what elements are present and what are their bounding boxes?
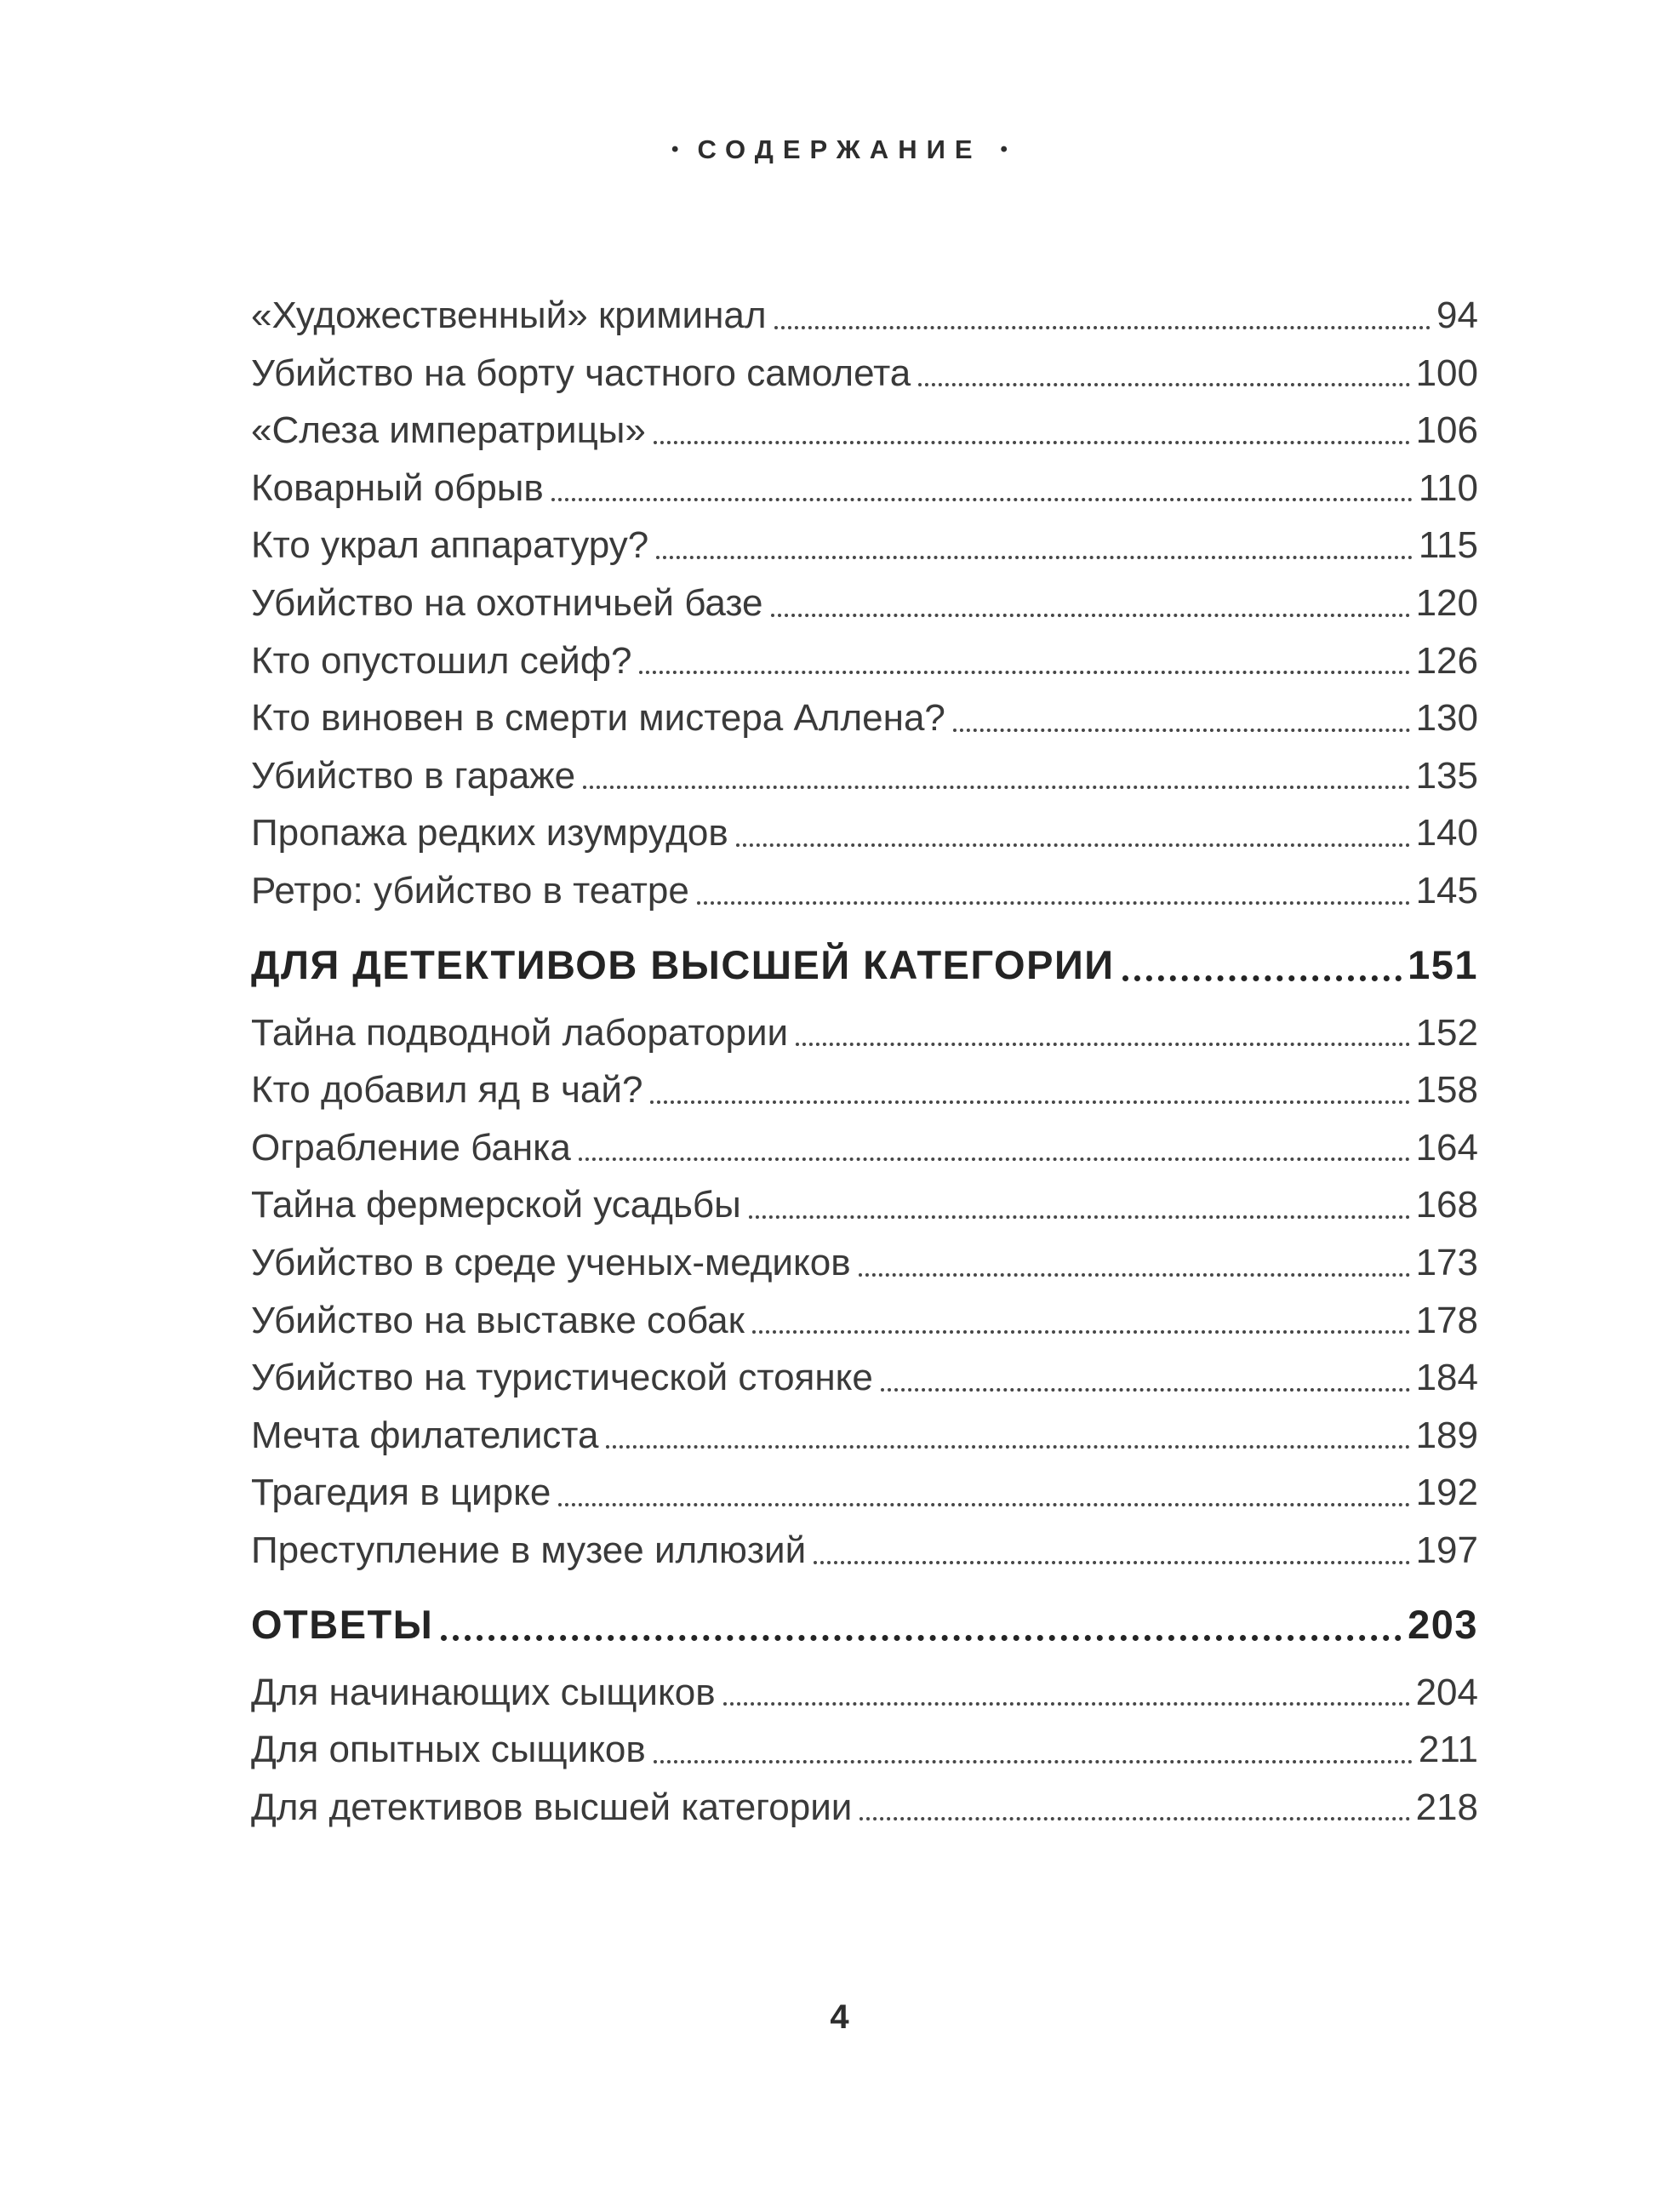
toc-item-title: Убийство на охотничьей базе <box>251 581 763 624</box>
toc-item-title: Ретро: убийство в театре <box>251 869 689 912</box>
toc-item-page: 197 <box>1415 1529 1478 1571</box>
toc-item-page: 203 <box>1408 1601 1478 1647</box>
toc-row <box>251 524 1478 568</box>
toc-row <box>251 1012 1478 1055</box>
toc-row <box>251 812 1478 855</box>
toc-item-title: Тайна фермерской усадьбы <box>251 1184 741 1226</box>
header-left-bullet-icon: • <box>671 138 679 161</box>
toc-row <box>251 697 1478 740</box>
toc-item-page: 184 <box>1415 1357 1478 1399</box>
toc-row <box>251 1602 1478 1648</box>
toc-row <box>251 870 1478 913</box>
dot-leader <box>953 729 1410 732</box>
dot-leader <box>771 614 1410 617</box>
toc-item-page: 126 <box>1415 639 1478 682</box>
dot-leader <box>579 1157 1410 1161</box>
toc-item-title: Трагедия в цирке <box>251 1472 551 1514</box>
dot-leader <box>918 383 1409 386</box>
dot-leader <box>656 556 1413 559</box>
toc-item-title: ОТВЕТЫ <box>251 1601 434 1647</box>
toc-row <box>251 1184 1478 1227</box>
toc-row <box>251 1300 1478 1343</box>
toc-row <box>251 1357 1478 1400</box>
toc-row <box>251 1242 1478 1285</box>
toc-item-page: 173 <box>1415 1241 1478 1283</box>
toc-item-page: 151 <box>1408 941 1478 987</box>
toc-row <box>251 640 1478 683</box>
toc-item-title: Пропажа редких изумрудов <box>251 812 728 855</box>
dot-leader <box>774 326 1431 329</box>
toc-item-page: 115 <box>1418 524 1478 567</box>
header-right-bullet-icon: • <box>1000 138 1008 161</box>
toc-row <box>251 1069 1478 1112</box>
toc-item-title: Коварный обрыв <box>251 466 544 509</box>
toc-item-page: 135 <box>1415 754 1478 797</box>
dot-leader <box>583 786 1410 789</box>
dot-leader <box>859 1817 1409 1820</box>
toc-item-title: Для опытных сыщиков <box>251 1729 646 1771</box>
toc-item-title: «Художественный» криминал <box>251 294 767 336</box>
dot-leader <box>654 1760 1413 1763</box>
dot-leader <box>736 843 1410 847</box>
toc-item-title: Для начинающих сыщиков <box>251 1671 716 1713</box>
toc-item-page: 130 <box>1415 697 1478 740</box>
toc-item-page: 192 <box>1415 1472 1478 1514</box>
toc-item-title: ДЛЯ ДЕТЕКТИВОВ ВЫСШЕЙ КАТЕГОРИИ <box>251 941 1115 987</box>
toc-item-title: Убийство на выставке собак <box>251 1299 745 1341</box>
toc-item-page: 189 <box>1415 1414 1478 1456</box>
dot-leader <box>606 1445 1409 1449</box>
dot-leader <box>639 671 1409 674</box>
toc-item-page: 140 <box>1415 812 1478 855</box>
toc-row <box>251 1415 1478 1458</box>
toc-item-page: 94 <box>1436 294 1478 336</box>
dot-leader <box>749 1215 1410 1219</box>
dot-leader <box>697 901 1410 905</box>
toc-list <box>251 294 1478 1843</box>
toc-item-title: Кто добавил яд в чай? <box>251 1069 643 1112</box>
dot-leader <box>1122 975 1402 981</box>
toc-item-page: 168 <box>1415 1184 1478 1226</box>
toc-item-title: Преступление в музее иллюзий <box>251 1529 807 1571</box>
toc-item-title: «Слеза императрицы» <box>251 409 646 452</box>
toc-row <box>251 1786 1478 1830</box>
toc-row <box>251 409 1478 453</box>
toc-item-page: 120 <box>1415 581 1478 624</box>
toc-item-page: 145 <box>1415 869 1478 912</box>
toc-item-title: Мечта филателиста <box>251 1414 599 1456</box>
toc-row <box>251 942 1478 988</box>
toc-item-page: 178 <box>1415 1299 1478 1341</box>
toc-row <box>251 1672 1478 1715</box>
contents-header <box>0 134 1679 165</box>
toc-item-page: 100 <box>1415 352 1478 394</box>
toc-item-title: Ограбление банка <box>251 1126 571 1169</box>
toc-item-title: Для детективов высшей категории <box>251 1786 853 1828</box>
toc-item-page: 211 <box>1418 1729 1478 1771</box>
dot-leader <box>441 1635 1402 1641</box>
dot-leader <box>881 1388 1410 1392</box>
dot-leader <box>654 441 1410 444</box>
toc-row <box>251 1529 1478 1573</box>
dot-leader <box>752 1330 1410 1334</box>
page-number: 4 <box>830 1998 849 2036</box>
dot-leader <box>796 1043 1409 1046</box>
toc-item-page: 152 <box>1415 1011 1478 1054</box>
dot-leader <box>723 1702 1410 1706</box>
dot-leader <box>551 498 1413 501</box>
toc-row <box>251 294 1478 338</box>
toc-item-title: Кто опустошил сейф? <box>251 639 632 682</box>
toc-row <box>251 755 1478 798</box>
contents-title: СОДЕРЖАНИЕ <box>697 134 982 164</box>
toc-item-page: 204 <box>1415 1671 1478 1713</box>
toc-item-title: Кто виновен в смерти мистера Аллена? <box>251 697 945 740</box>
toc-item-title: Тайна подводной лаборатории <box>251 1011 789 1054</box>
toc-item-title: Кто украл аппаратуру? <box>251 524 649 567</box>
toc-row <box>251 1729 1478 1772</box>
toc-item-page: 158 <box>1415 1069 1478 1112</box>
toc-row <box>251 467 1478 511</box>
toc-item-title: Убийство на борту частного самолета <box>251 352 911 394</box>
toc-row <box>251 582 1478 626</box>
dot-leader <box>558 1503 1409 1506</box>
toc-item-page: 218 <box>1415 1786 1478 1828</box>
toc-item-title: Убийство на туристической стоянке <box>251 1357 873 1399</box>
toc-row <box>251 1472 1478 1515</box>
dot-leader <box>650 1100 1409 1104</box>
toc-row <box>251 352 1478 396</box>
toc-item-page: 164 <box>1415 1126 1478 1169</box>
toc-item-page: 106 <box>1415 409 1478 452</box>
dot-leader <box>859 1273 1410 1277</box>
dot-leader <box>814 1561 1409 1564</box>
toc-row <box>251 1127 1478 1170</box>
toc-item-title: Убийство в гараже <box>251 754 576 797</box>
toc-item-page: 110 <box>1418 466 1478 509</box>
toc-item-title: Убийство в среде ученых-медиков <box>251 1241 851 1283</box>
